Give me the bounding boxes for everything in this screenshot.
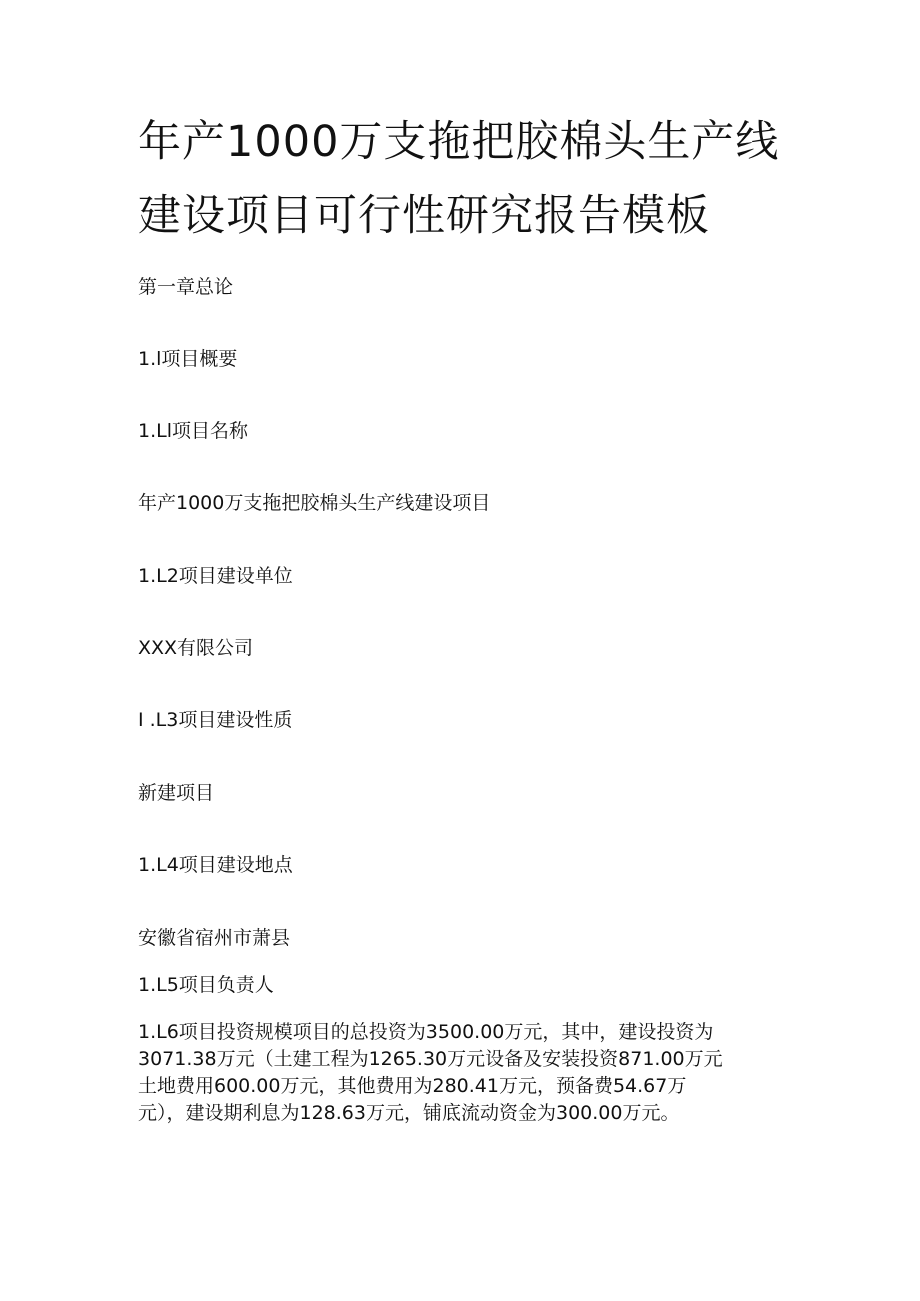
section-heading-1-1-5: 1.L5项目负责人 xyxy=(138,974,274,996)
chapter-heading: 第一章总论 xyxy=(138,276,234,298)
project-name-text: 年产1000万支拖把胶棉头生产线建设项目 xyxy=(138,492,491,514)
location-text: 安徽省宿州市萧县 xyxy=(138,927,291,949)
document-title-line-2: 建设项目可行性研究报告模板 xyxy=(138,191,710,241)
investment-paragraph-line: 土地费用600.00万元，其他费用为280.41万元，预备费54.67万 xyxy=(138,1075,687,1097)
section-heading-1-1-2: 1.L2项目建设单位 xyxy=(138,565,293,587)
section-heading-1-1-1: 1.Ll项目名称 xyxy=(138,420,248,442)
investment-paragraph-line: 元），建设期利息为128.63万元，铺底流动资金为300.00万元。 xyxy=(138,1102,680,1124)
section-heading-1-1-3: I .L3项目建设性质 xyxy=(138,709,293,731)
company-name-text: XXX有限公司 xyxy=(138,637,254,659)
document-title-line-1: 年产1000万支拖把胶棉头生产线 xyxy=(138,117,780,167)
investment-paragraph xyxy=(138,1019,778,1127)
section-heading-1-1-4: 1.L4项目建设地点 xyxy=(138,854,293,876)
construction-nature-text: 新建项目 xyxy=(138,782,215,804)
investment-paragraph-line: 1.L6项目投资规模项目的总投资为3500.00万元，其中，建设投资为 xyxy=(138,1021,714,1043)
section-heading-1-1: 1.l项目概要 xyxy=(138,348,238,370)
investment-paragraph-line: 3071.38万元（土建工程为1265.30万元设备及安装投资871.00万元 xyxy=(138,1048,723,1070)
